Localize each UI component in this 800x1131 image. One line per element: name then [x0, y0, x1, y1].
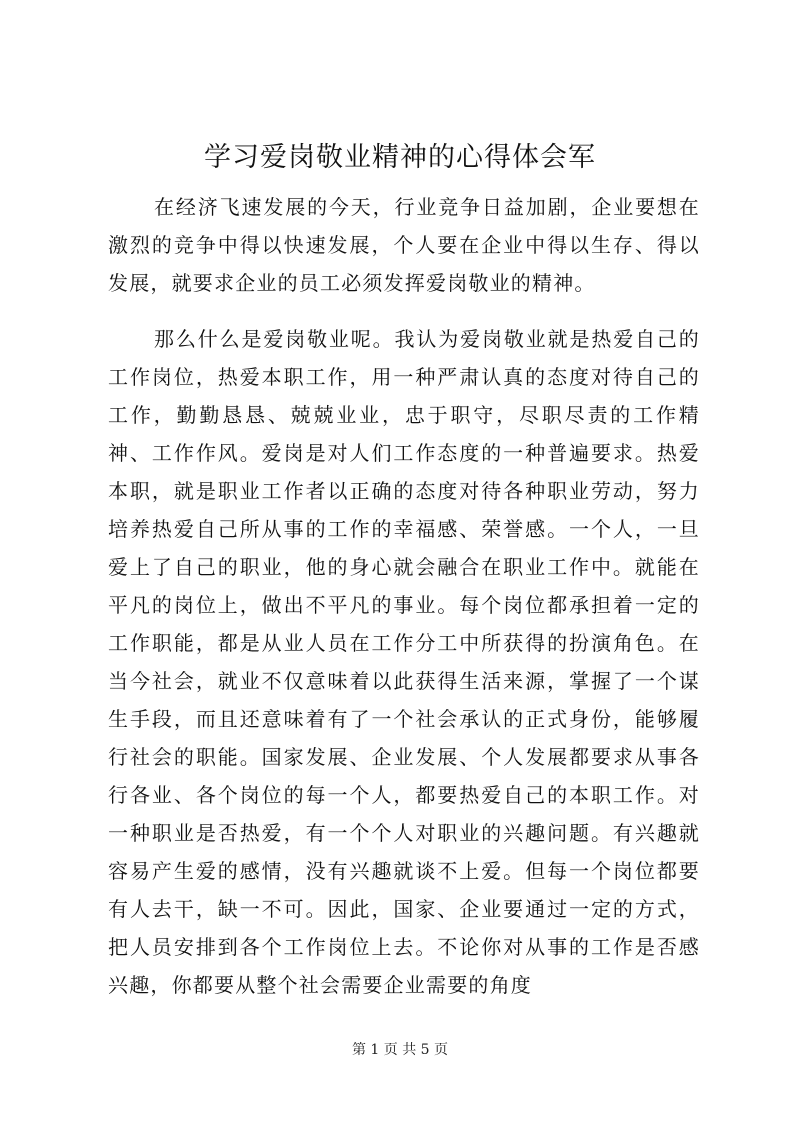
paragraph-2: 那么什么是爱岗敬业呢。我认为爱岗敬业就是热爱自己的工作岗位，热爱本职工作，用一种严肃认真的态度对待自己的工作，勤勤恳恳、兢兢业业，忠于职守，尽职尽责的工作精神、工作作风。爱岗是对人们工作态度的一种普遍要求。热爱本职，就是职业工作者以正确的态度对待各种职业劳动，努力培养热爱自己所从事的工作的幸福感、荣誉感。一个人，一旦爱上了自己的职业，他的身心就会融合在职业工作中。就能在平凡的岗位上，做出不平凡的事业。每个岗位都承担着一定的工作职能，都是从业人员在工作分工中所获得的扮演角色。在当今社会，就业不仅意味着以此获得生活来源，掌握了一个谋生手段，而且还意味着有了一个社会承认的正式身份，能够履行社会的职能。国家发展、企业发展、个人发展都要求从事各行各业、各个岗位的每一个人，都要热爱自己的本职工作。对一种职业是否热爱，有一个个人对职业的兴趣问题。有兴趣就容易产生爱的感情，没有兴趣就谈不上爱。但每一个岗位都要有人去干，缺一不可。因此，国家、企业要通过一定的方式，把人员安排到各个工作岗位上去。不论你对从事的工作是否感兴趣，你都要从整个社会需要企业需要的角度: [108, 327, 700, 997]
paragraph-1: 在经济飞速发展的今天，行业竞争日益加剧，企业要想在激烈的竞争中得以快速发展，个人要在企业中得以生存、得以发展，就要求企业的员工必须发挥爱岗敬业的精神。: [108, 195, 700, 295]
document-body: [108, 188, 700, 1004]
document-title: 学习爱岗敬业精神的心得体会军: [204, 142, 596, 173]
page-footer: 第 1 页 共 5 页: [351, 1042, 449, 1058]
